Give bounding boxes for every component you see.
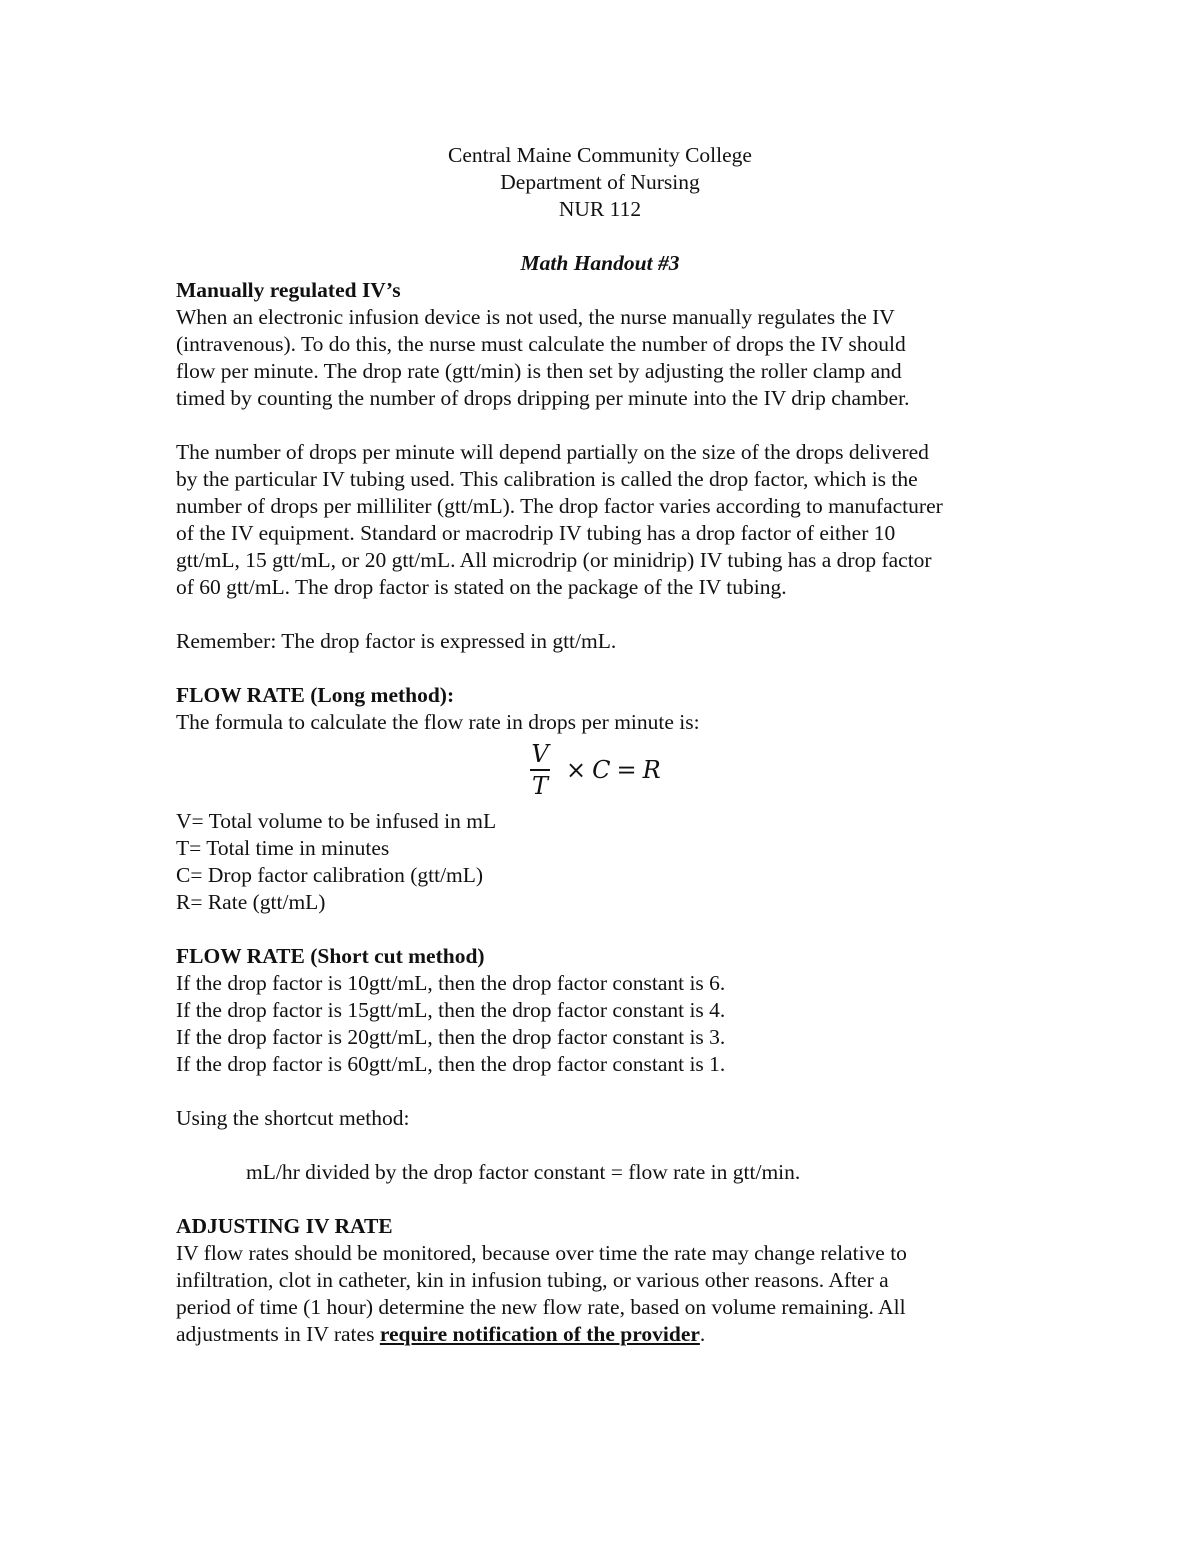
definition-line: T= Total time in minutes (176, 836, 390, 860)
constant-line: If the drop factor is 10gtt/mL, then the drop factor constant is 6. (176, 971, 726, 995)
paragraph-line: gtt/mL, 15 gtt/mL, or 20 gtt/mL. All microdrip (or minidrip) IV tubing has a drop factor (176, 548, 932, 572)
document-header (0, 142, 1200, 277)
adjusting-prefix: adjustments in IV rates (176, 1322, 380, 1346)
paragraph-line: When an electronic infusion device is not used, the nurse manually regulates the IV (176, 305, 895, 329)
paragraph-line: The number of drops per minute will depend partially on the size of the drops delivered (176, 440, 929, 464)
paragraph-adjusting (176, 1240, 1036, 1348)
provider-notification-emphasis: require notification of the provider (379, 1322, 700, 1346)
college-name: Central Maine Community College (448, 143, 752, 167)
paragraph-manual-regulation (176, 304, 1036, 412)
paragraph-line: of 60 gtt/mL. The drop factor is stated on the package of the IV tubing. (176, 575, 787, 599)
section-heading-long-method: FLOW RATE (Long method): (176, 683, 455, 707)
paragraph-line: infiltration, clot in catheter, kin in infusion tubing, or various other reasons. After a (176, 1268, 889, 1292)
formula-denominator: T (531, 772, 548, 800)
paragraph-line: of the IV equipment. Standard or macrodrip IV tubing has a drop factor of either 10 (176, 521, 896, 545)
paragraph-line: flow per minute. The drop rate (gtt/min) is then set by adjusting the roller clamp and (176, 359, 902, 383)
formula-numerator: V (531, 740, 549, 768)
paragraph-line: number of drops per milliliter (gtt/mL). The drop factor varies according to manufacturer (176, 494, 943, 518)
flow-rate-formula (0, 736, 1200, 808)
paragraph-line: (intravenous). To do this, the nurse must calculate the number of drops the IV should (176, 332, 906, 356)
definition-line: C= Drop factor calibration (gtt/mL) (176, 863, 484, 887)
constant-line: If the drop factor is 20gtt/mL, then the drop factor constant is 3. (176, 1025, 726, 1049)
section-heading-adjusting: ADJUSTING IV RATE (176, 1214, 393, 1238)
course-code: NUR 112 (558, 197, 642, 221)
shortcut-intro: Using the shortcut method: (176, 1106, 410, 1130)
paragraph-line-last (176, 1321, 1036, 1348)
adjusting-suffix: . (699, 1322, 706, 1346)
formula-fraction (530, 739, 550, 801)
drop-factor-constants (176, 970, 1036, 1078)
definition-line: R= Rate (gtt/mL) (176, 890, 326, 914)
shortcut-rule: mL/hr divided by the drop factor constant = flow rate in gtt/min. (246, 1160, 801, 1184)
definition-line: V= Total volume to be infused in mL (176, 809, 497, 833)
document-page (176, 142, 1036, 1348)
variable-definitions (176, 808, 1036, 916)
paragraph-line: timed by counting the number of drops dripping per minute into the IV drip chamber. (176, 386, 910, 410)
paragraph-line: by the particular IV tubing used. This calibration is called the drop factor, which is the (176, 467, 918, 491)
times-symbol: × (566, 756, 587, 784)
department-name: Department of Nursing (500, 170, 700, 194)
equals-symbol: = (616, 756, 637, 784)
constant-line: If the drop factor is 15gtt/mL, then the drop factor constant is 4. (176, 998, 726, 1022)
formula-r: R (642, 756, 661, 784)
paragraph-line: IV flow rates should be monitored, because over time the rate may change relative to (176, 1241, 907, 1265)
long-method-intro: The formula to calculate the flow rate in drops per minute is: (176, 710, 700, 734)
handout-title: Math Handout #3 (520, 251, 680, 275)
paragraph-line: period of time (1 hour) determine the new flow rate, based on volume remaining. All (176, 1295, 906, 1319)
formula-c: C (592, 756, 611, 784)
remember-note: Remember: The drop factor is expressed in gtt/mL. (176, 629, 617, 653)
section-heading-manual-iv: Manually regulated IV’s (176, 278, 401, 302)
constant-line: If the drop factor is 60gtt/mL, then the drop factor constant is 1. (176, 1052, 726, 1076)
paragraph-drop-factor (176, 439, 1036, 601)
section-heading-short-method: FLOW RATE (Short cut method) (176, 944, 485, 968)
